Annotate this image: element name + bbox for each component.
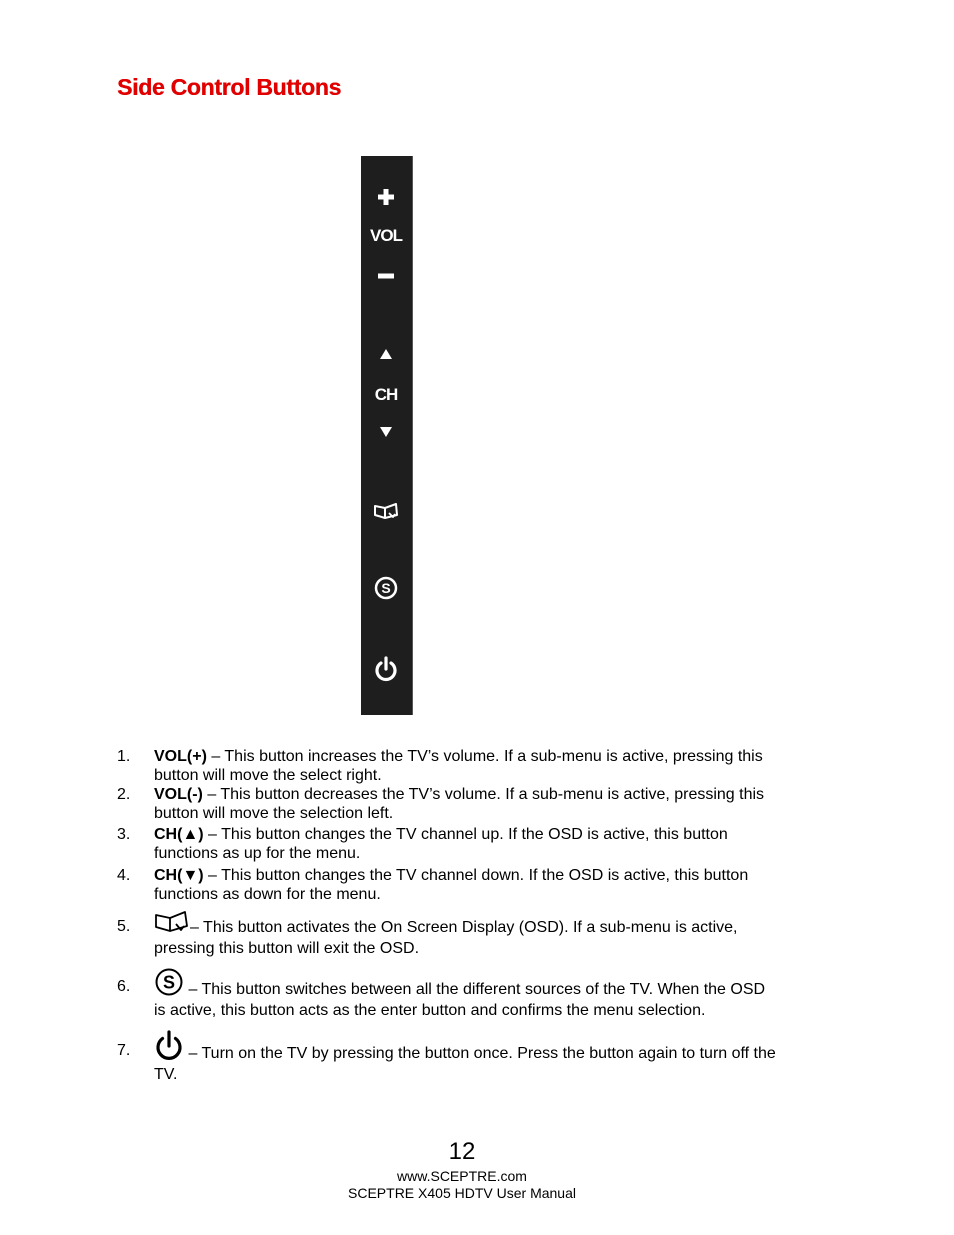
page-title: Side Control Buttons [117,74,341,100]
item-text: – This button increases the TV’s volume. If a sub-menu is active, pressing this button will move the select right. [154,748,763,784]
vol-minus-icon [361,273,411,279]
vol-plus-icon [361,188,411,206]
ch-up-icon [361,349,411,359]
item-number: 4. [117,867,131,884]
ch-label: CH [374,385,398,404]
menu-book-icon [361,502,411,520]
side-control-panel [361,156,413,715]
item-number: 2. [117,786,131,803]
list-item [117,747,777,785]
menu-book-icon [154,910,190,939]
svg-text:S: S [162,972,176,993]
item-number: 3. [117,826,131,843]
item-text: – This button decreases the TV’s volume. If a sub-menu is active, pressing this button will move the selection left. [154,786,765,822]
list-item [117,785,777,823]
list-item [117,910,777,958]
item-text: – This button changes the TV channel up. If the OSD is active, this button functions as up for the menu. [154,826,728,862]
item-term: CH(▼) [154,867,204,884]
item-number: 1. [117,748,131,765]
item-text: – Turn on the TV by pressing the button once. Press the button again to turn off the TV. [154,1045,776,1083]
footer-website: www.SCEPTRE.com [397,1168,527,1184]
item-text: – This button switches between all the different sources of the TV. When the OSD is active, this button acts as the enter button and confirms the menu selection. [154,981,766,1019]
item-term: CH(▲) [154,826,204,843]
item-term: VOL(-) [154,786,203,803]
ch-down-icon [361,427,411,437]
source-s-icon [361,576,411,600]
item-number: 7. [117,1042,131,1059]
power-icon [154,1030,184,1065]
item-number: 6. [117,978,131,995]
page-number: 12 [448,1138,476,1165]
list-item [117,968,777,1020]
list-item [117,1030,777,1084]
button-descriptions-list [117,747,777,1084]
list-item [117,866,777,904]
item-text: – This button changes the TV channel down. If the OSD is active, this button functions as down for the menu. [154,867,749,903]
svg-text:S: S [381,580,391,596]
vol-label: VOL [370,226,402,245]
list-item [117,825,777,863]
item-text: – This button activates the On Screen Display (OSD). If a sub-menu is active, pressing this button will exit the OSD. [154,919,738,957]
power-icon [361,656,411,682]
source-s-icon [154,968,184,1001]
item-number: 5. [117,918,131,935]
footer-manual-title: SCEPTRE X405 HDTV User Manual [348,1185,576,1201]
item-term: VOL(+) [154,748,207,765]
